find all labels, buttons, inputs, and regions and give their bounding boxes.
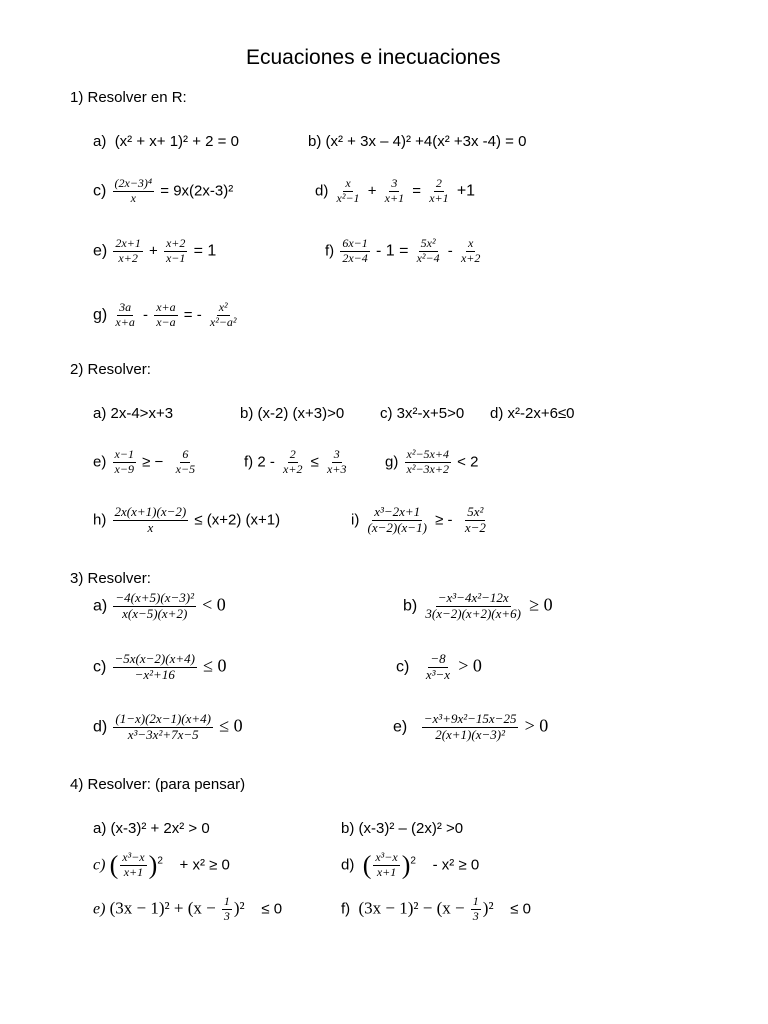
fraction <box>113 505 189 536</box>
exercise-label: e) <box>93 900 106 918</box>
expression: - x² ≥ 0 <box>432 856 480 874</box>
exercise-4f <box>341 895 531 924</box>
denominator: x+1 <box>123 864 144 879</box>
fraction <box>415 237 442 266</box>
exercise-label: a) <box>93 597 108 615</box>
exercise-4d <box>341 851 479 880</box>
exercise-3c-second <box>396 652 482 683</box>
relation: ≤ <box>310 453 319 471</box>
denominator: x+1 <box>429 190 449 205</box>
exercise-label: d) <box>315 182 329 200</box>
exercise-3c <box>93 652 227 683</box>
fraction <box>366 505 429 536</box>
exercise-label: f) 2 - <box>244 453 275 471</box>
exercise-4e <box>93 895 282 924</box>
fraction <box>373 851 399 880</box>
numerator: x³−x <box>375 850 398 864</box>
expression: = 1 <box>193 242 217 260</box>
numerator: −5x(x−2)(x+4) <box>114 651 195 666</box>
numerator: x³−2x+1 <box>374 504 421 519</box>
numerator: x+2 <box>165 236 186 250</box>
relation: < 0 <box>202 594 226 615</box>
fraction <box>335 177 362 206</box>
numerator: x <box>345 176 351 190</box>
numerator: 1 <box>223 894 230 908</box>
numerator: 2x+1 <box>115 236 141 250</box>
denominator: x³−3x²+7x−5 <box>127 726 199 742</box>
exercise-label: f) <box>341 900 351 918</box>
numerator: −x³−4x²−12x <box>437 590 509 605</box>
relation: ≤ 0 <box>261 900 283 918</box>
expression: + x² ≥ 0 <box>179 856 230 874</box>
exercise-label: i) <box>351 511 360 529</box>
fraction <box>113 301 136 330</box>
expression: (3x − 1)² − (x − <box>358 898 465 918</box>
denominator: x+2 <box>283 461 303 476</box>
exercise-1b <box>308 134 526 149</box>
exercise-label: b) <box>308 133 322 150</box>
fraction <box>113 652 197 683</box>
exercise-2a: a) 2x-4>x+3 <box>93 405 174 422</box>
numerator: 5x² <box>420 236 436 250</box>
denominator: x²−4 <box>416 250 440 265</box>
exponent: 2 <box>410 855 416 867</box>
exercise-2c: c) 3x²-x+5>0 <box>380 405 465 422</box>
exercise-label: c) <box>93 182 107 200</box>
exercise-label: c) <box>396 658 410 676</box>
section-2-heading: 2) Resolver: <box>70 361 151 378</box>
relation: ≤ (x+2) (x+1) <box>194 511 281 529</box>
fraction <box>113 237 142 266</box>
relation: ≤ 0 <box>219 715 243 736</box>
fraction <box>113 448 136 477</box>
exercise-1d: d) $\frac{x}{\text{x²−1}}$ + $\frac{3}{x+1}$ = $\frac{2}{x+1}$ +1 <box>315 176 476 205</box>
exercise-2f <box>244 448 350 477</box>
exercise-label: d) <box>341 856 355 874</box>
numerator: −8 <box>430 651 446 666</box>
denominator: x−9 <box>114 461 134 476</box>
exercise-1f: f) $\frac{6x-1}{2x-4}$ - 1 = $\frac{\text{5x²}}{\text{x²−4}}$ - $\frac{x}{x+2}$ <box>325 236 481 265</box>
exercise-1a <box>93 134 239 149</box>
numerator: x−1 <box>114 447 134 461</box>
denominator: x²−3x+2 <box>406 461 449 476</box>
expression: (x² + x+ 1)² + 2 = 0 <box>114 133 239 150</box>
fraction <box>423 591 523 622</box>
exercise-label: b) <box>403 597 418 615</box>
exercise-4a: a) (x-3)² + 2x² > 0 <box>93 820 210 837</box>
denominator: x−5 <box>175 461 196 476</box>
expression: +1 <box>456 182 476 200</box>
fraction <box>340 237 369 266</box>
denominator: x−2 <box>464 519 486 535</box>
numerator: 6x−1 <box>342 236 368 250</box>
denominator: x³−x <box>425 666 451 682</box>
numerator: −x³+9x²−15x−25 <box>423 711 517 726</box>
expression: (x² + 3x – 4)² +4(x² +3x -4) = 0 <box>325 133 527 150</box>
fraction <box>164 237 187 266</box>
numerator: x+a <box>156 300 176 314</box>
numerator: x³−x <box>122 850 145 864</box>
fraction <box>471 895 481 924</box>
open-paren: ( <box>362 850 372 880</box>
numerator: −4(x+5)(x−3)² <box>115 590 194 605</box>
exercise-label: e) <box>393 718 408 736</box>
exercise-label: h) <box>93 511 107 529</box>
fraction <box>113 591 196 622</box>
expression: )² <box>482 898 494 918</box>
fraction <box>424 652 452 683</box>
exercise-1c <box>93 177 233 206</box>
denominator: x <box>147 519 154 535</box>
denominator: 3(x−2)(x+2)(x+6) <box>425 605 522 621</box>
expression: )² <box>233 898 245 918</box>
denominator: x+3 <box>327 461 347 476</box>
open-paren: ( <box>109 850 119 880</box>
numerator: x² <box>218 300 228 314</box>
exercise-label: a) <box>93 133 107 150</box>
close-paren: ) <box>148 850 158 880</box>
denominator: x−a <box>156 314 176 329</box>
section-3-heading: 3) Resolver: <box>70 570 151 587</box>
relation: ≥ 0 <box>529 594 553 615</box>
denominator: 2(x+1)(x−3)² <box>435 726 505 742</box>
numerator: 1 <box>472 894 479 908</box>
exercise-label: c) <box>93 856 106 874</box>
exercise-2h <box>93 505 280 536</box>
section-1-heading: 1) Resolver en R: <box>70 89 187 106</box>
numerator: 2 <box>435 176 442 190</box>
fraction <box>222 895 232 924</box>
exercise-4b: b) (x-3)² – (2x)² >0 <box>341 820 464 837</box>
close-paren: ) <box>401 850 411 880</box>
exercise-label: f) <box>325 242 335 260</box>
denominator: x(x−5)(x+2) <box>122 605 188 621</box>
denominator: x <box>130 190 136 205</box>
numerator: x <box>468 236 474 250</box>
fraction <box>459 237 482 266</box>
denominator: x+1 <box>376 864 397 879</box>
denominator: x+2 <box>118 250 138 265</box>
exponent: 2 <box>157 855 163 867</box>
relation: < 2 <box>457 453 479 471</box>
denominator: −x²+16 <box>134 666 175 682</box>
exercise-3d <box>93 712 243 743</box>
exercise-3b <box>403 591 553 622</box>
numerator: 3a <box>119 300 132 314</box>
denominator: x+2 <box>460 250 481 265</box>
relation: > 0 <box>524 715 549 736</box>
numerator: 3 <box>333 447 340 461</box>
exercise-label: g) <box>385 453 399 471</box>
fraction <box>208 301 239 330</box>
fraction <box>383 177 406 206</box>
exercise-label: g) <box>93 306 108 324</box>
exercise-label: e) <box>93 242 108 260</box>
section-4-heading: 4) Resolver: (para pensar) <box>70 776 246 793</box>
relation: ≤ 0 <box>203 655 227 676</box>
denominator: (x−2)(x−1) <box>367 519 427 535</box>
page-title: Ecuaciones e inecuaciones <box>246 46 501 69</box>
numerator: x²−5x+4 <box>406 447 449 461</box>
exercise-2b: b) (x-2) (x+3)>0 <box>240 405 345 422</box>
expression: = 9x(2x-3)² <box>160 182 234 200</box>
exercise-2i <box>351 505 490 536</box>
exercise-label: e) <box>93 453 107 471</box>
fraction <box>154 301 177 330</box>
fraction <box>120 851 146 880</box>
relation: > 0 <box>458 655 482 676</box>
expression: - 1 = <box>375 242 409 260</box>
exercise-2e <box>93 448 199 477</box>
exercise-3a <box>93 591 226 622</box>
exercise-label: d) <box>93 718 108 736</box>
numerator: (2x−3)⁴ <box>114 176 153 190</box>
numerator: 2x(x+1)(x−2) <box>114 504 187 519</box>
relation: ≥ - <box>435 511 453 529</box>
denominator: 3 <box>223 908 230 923</box>
relation: ≥ − <box>142 453 164 471</box>
numerator: 5x² <box>467 504 484 519</box>
denominator: 3 <box>472 908 479 923</box>
denominator: x²−a² <box>209 314 237 329</box>
exercise-2d: d) x²-2x+6≤0 <box>490 405 575 422</box>
fraction <box>174 448 197 477</box>
exercise-1e: e) $\frac{2x+1}{x+2}$ + $\frac{x+2}{x-1}$ = 1 <box>93 236 217 265</box>
denominator: 2x−4 <box>342 250 368 265</box>
denominator: x²−1 <box>336 190 360 205</box>
fraction <box>113 177 155 206</box>
denominator: x−1 <box>165 250 186 265</box>
exercise-2g <box>385 448 478 477</box>
expression: (3x − 1)² + (x − <box>109 898 216 918</box>
numerator: (1−x)(2x−1)(x+4) <box>115 711 212 726</box>
fraction <box>422 712 519 743</box>
fraction <box>463 505 488 536</box>
fraction <box>281 448 304 477</box>
exercise-4c <box>93 851 230 880</box>
fraction <box>405 448 451 477</box>
denominator: x+a <box>115 314 135 329</box>
fraction <box>325 448 348 477</box>
fraction <box>427 177 450 206</box>
relation: ≤ 0 <box>510 900 531 918</box>
exercise-label: c) <box>93 658 107 676</box>
fraction <box>113 712 213 743</box>
exercise-1g: g) $\frac{3a}{x+a}$ - $\frac{x+a}{x-a}$ = - $\frac{\text{x²}}{\text{x²−a²}}$ <box>93 300 237 329</box>
numerator: 6 <box>182 447 189 461</box>
exercise-3e <box>393 712 548 743</box>
numerator: 2 <box>289 447 296 461</box>
denominator: x+1 <box>384 190 405 205</box>
numerator: 3 <box>391 176 398 190</box>
